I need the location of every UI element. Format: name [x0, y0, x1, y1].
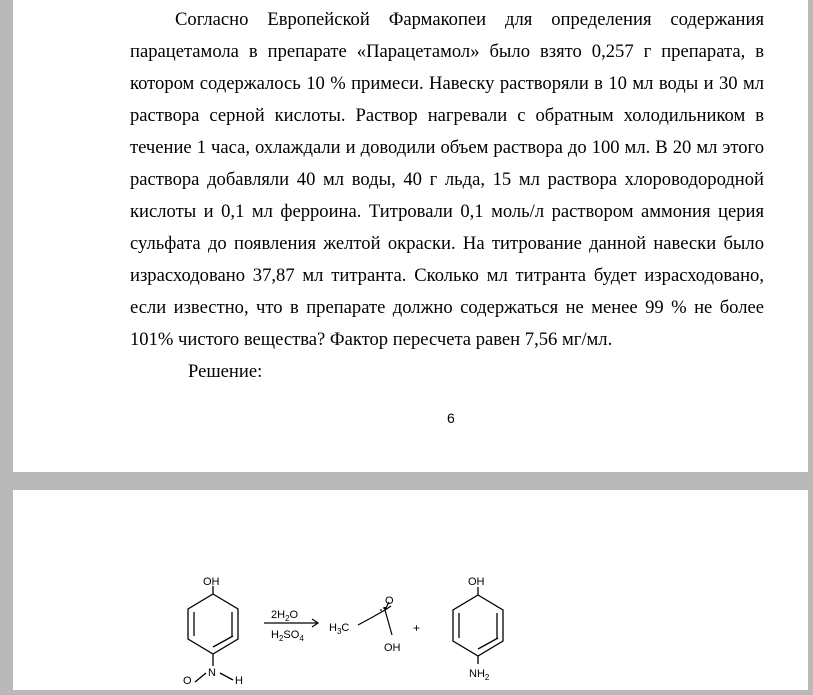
problem-text: [130, 4, 764, 356]
reagent-bottom: $H_2SO_4$: [271, 629, 304, 643]
product2-nh2: $NH_2$: [469, 668, 490, 682]
product1-h3c: $H_3C$: [329, 622, 350, 636]
problem-line: раствора серной кислоты. Раствор нагревали с обратным холодильником в: [130, 105, 764, 126]
problem-line: парацетамола в препарате «Парацетамол» было взято 0,257 г препарата, в: [130, 41, 764, 62]
problem-line: израсходовано 37,87 мл титранта. Сколько мл титранта будет израсходовано,: [130, 265, 764, 286]
reactant-oh-label: OH: [203, 576, 220, 588]
reaction-scheme: [13, 490, 808, 690]
problem-line: кислоты и 0,1 мл ферроина. Титровали 0,1 моль/л раствором аммония церия: [130, 201, 764, 222]
plus-sign: +: [413, 621, 421, 635]
problem-line: если известно, что в препарате должно содержаться не менее 99 % не более: [130, 297, 764, 318]
reactant-o-label: O: [183, 675, 192, 687]
document-page-2: [13, 490, 808, 690]
product2-structure: [453, 587, 503, 664]
product1-o: O: [385, 595, 394, 607]
page-number: 6: [447, 410, 455, 426]
problem-line: Согласно Европейской Фармакопеи для определения содержания: [175, 9, 764, 30]
solution-label: Решение:: [188, 361, 263, 382]
problem-line: раствора добавляли 40 мл воды, 40 г льда, 15 мл раствора хлороводородной: [130, 169, 764, 190]
product2-oh: OH: [468, 576, 485, 588]
problem-line: сульфата до появления желтой окраски. На титрование данной навески было: [130, 233, 764, 254]
document-page-1: [13, 0, 808, 472]
reactant-h-label: H: [235, 675, 243, 687]
problem-line: течение 1 часа, охлаждали и доводили объем раствора до 100 мл. В 20 мл этого: [130, 137, 764, 158]
reactant-n-label: N: [208, 667, 216, 679]
problem-line: 101% чистого вещества? Фактор пересчета равен 7,56 мг/мл.: [130, 329, 613, 350]
product1-oh: OH: [384, 642, 401, 654]
problem-line: котором содержалось 10 % примеси. Навеску растворяли в 10 мл воды и 30 мл: [130, 73, 764, 94]
reagent-top: $2H_2O$: [271, 609, 299, 623]
